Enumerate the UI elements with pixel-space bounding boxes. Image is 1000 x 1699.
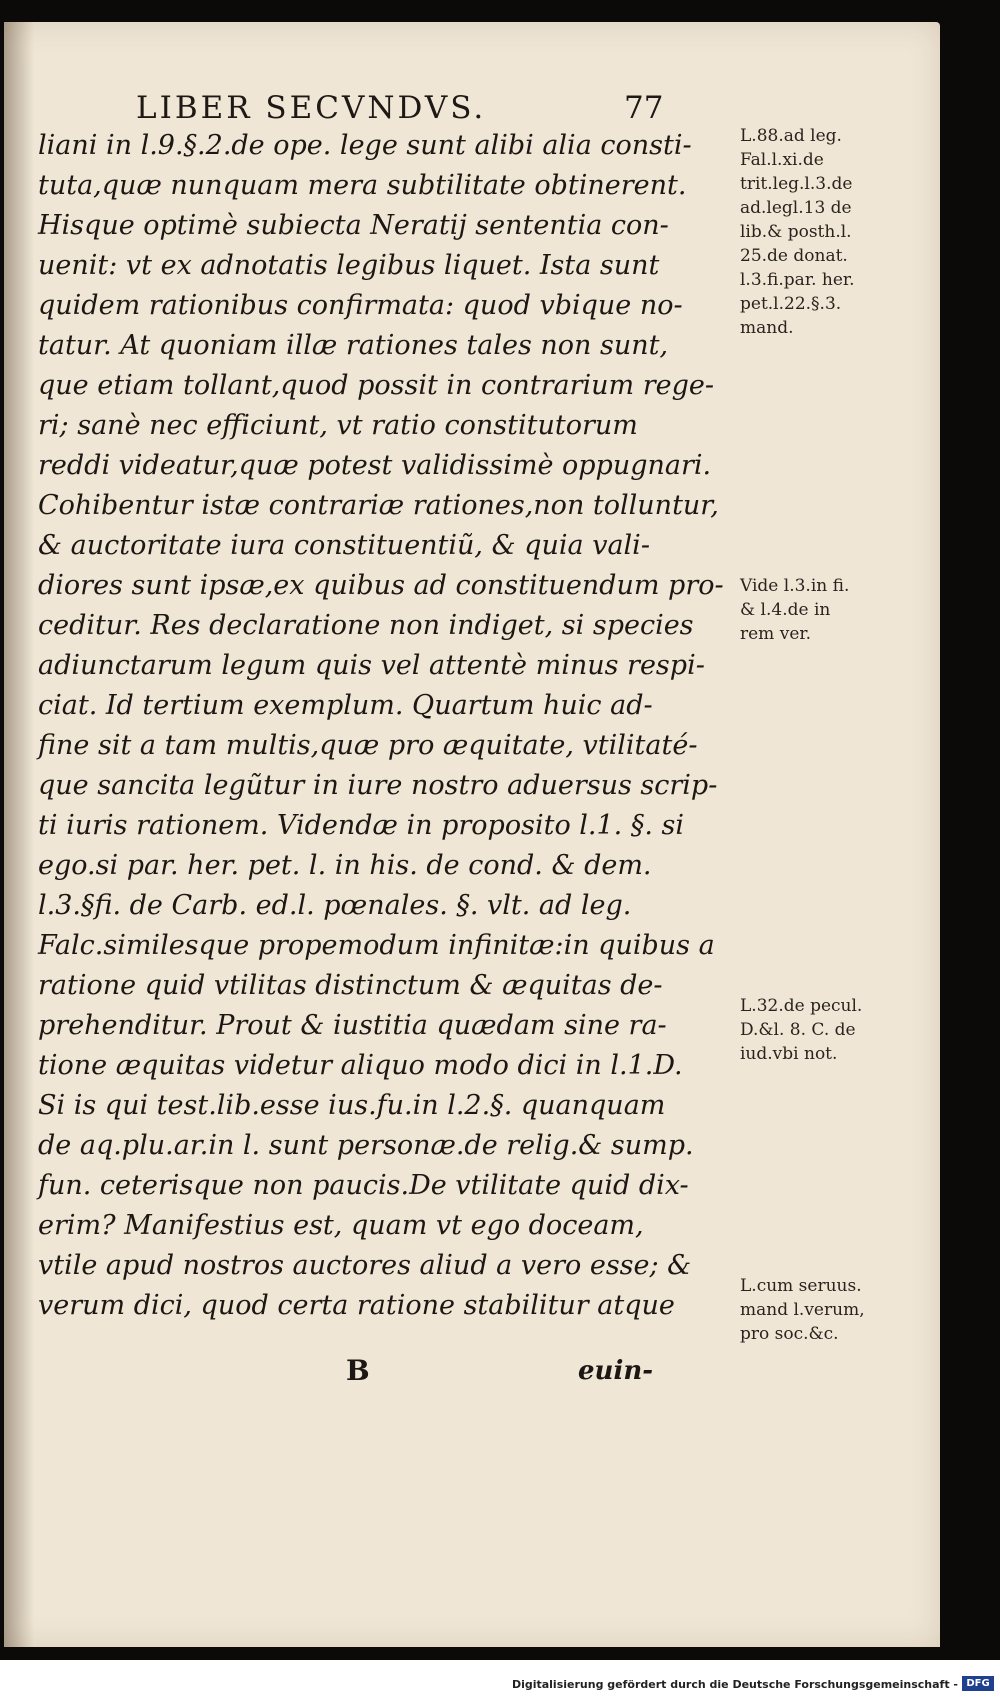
marginal-note-4 [740, 1274, 900, 1346]
text-line-30: verum dici, quod certa ratione stabilitur atque [38, 1290, 675, 1321]
text-line-12: diores sunt ipsæ,ex quibus ad constituendum pro- [38, 570, 724, 601]
marginal-note-line: & l.4.de in [740, 600, 831, 620]
marginal-note-line: pro soc.&c. [740, 1324, 839, 1344]
marginal-note-3 [740, 994, 900, 1066]
scan-border-top [0, 0, 1000, 24]
marginal-note-line: L.88.ad leg. [740, 126, 842, 146]
text-line-10: Cohibentur istæ contrariæ rationes,non tolluntur, [38, 490, 719, 521]
signature-mark: B [346, 1354, 370, 1387]
text-line-2: tuta,quæ nunquam mera subtilitate obtinerent. [38, 170, 687, 201]
digitization-credit: Digitalisierung gefördert durch die Deutsche Forschungsgemeinschaft - [511, 1678, 958, 1691]
marginal-note-line: mand l.verum, [740, 1300, 865, 1320]
text-line-17: que sancita legũtur in iure nostro aduersus scrip- [38, 770, 718, 801]
text-line-7: que etiam tollant,quod possit in contrarium rege- [38, 370, 715, 401]
text-line-13: ceditur. Res declaratione non indiget, si species [38, 610, 694, 641]
text-line-6: tatur. At quoniam illæ rationes tales non sunt, [38, 330, 669, 361]
book-page [4, 22, 940, 1647]
marginal-note-line: rem ver. [740, 624, 812, 644]
text-line-22: ratione quid vtilitas distinctum & æquitas de- [38, 970, 663, 1001]
text-line-26: de aq.plu.ar.in l. sunt personæ.de relig.& sump. [38, 1130, 694, 1161]
text-line-15: ciat. Id tertium exemplum. Quartum huic ad- [38, 690, 653, 721]
marginal-note-line: ad.legl.13 de [740, 198, 852, 218]
text-line-29: vtile apud nostros auctores aliud a vero esse; & [38, 1250, 692, 1281]
text-line-23: prehenditur. Prout & iustitia quædam sine ra- [38, 1010, 667, 1041]
text-line-14: adiunctarum legum quis vel attentè minus respi- [38, 650, 705, 681]
text-line-21: Falc.similesque propemodum infinitæ:in quibus a [38, 930, 715, 961]
marginal-note-2 [740, 574, 900, 646]
text-line-20: l.3.§fi. de Carb. ed.l. pœnales. §. vlt. ad leg. [38, 890, 632, 921]
text-line-25: Si is qui test.lib.esse ius.fu.in l.2.§. quanquam [38, 1090, 666, 1121]
text-line-18: ti iuris rationem. Videndæ in proposito l.1. §. si [38, 810, 684, 841]
text-line-19: ego.si par. her. pet. l. in his. de cond. & dem. [38, 850, 652, 881]
catchword-line [38, 1351, 693, 1391]
scan-border-right [938, 0, 1000, 1660]
text-line-28: erim? Manifestius est, quam vt ego doceam, [38, 1210, 644, 1241]
running-head: LIBER SECVNDVS. [136, 90, 487, 126]
marginal-note-line: pet.l.22.§.3. [740, 294, 842, 314]
text-line-5: quidem rationibus confirmata: quod vbique no- [38, 290, 683, 321]
marginal-note-line: trit.leg.l.3.de [740, 174, 853, 194]
text-line-8: ri; sanè nec efficiunt, vt ratio constitutorum [38, 410, 638, 441]
page-number: 77 [624, 90, 664, 126]
text-line-24: tione æquitas videtur aliquo modo dici in l.1.D. [38, 1050, 683, 1081]
marginal-note-line: mand. [740, 318, 794, 338]
text-line-4: uenit: vt ex adnotatis legibus liquet. Ista sunt [38, 250, 660, 281]
marginal-note-line: l.3.fi.par. her. [740, 270, 855, 290]
text-line-9: reddi videatur,quæ potest validissimè oppugnari. [38, 450, 712, 481]
dfg-logo: DFG [962, 1676, 994, 1691]
text-line-3: Hisque optimè subiecta Neratij sententia con- [38, 210, 669, 241]
gutter-shadow [4, 22, 34, 1647]
marginal-note-line: lib.& posth.l. [740, 222, 852, 242]
marginal-note-line: iud.vbi not. [740, 1044, 838, 1064]
text-line-11: & auctoritate iura constituentiũ, & quia vali- [38, 530, 650, 561]
marginal-note-line: L.cum seruus. [740, 1276, 862, 1296]
marginal-note-line: Vide l.3.in fi. [740, 576, 850, 596]
marginal-note-1 [740, 124, 900, 340]
marginal-note-line: L.32.de pecul. [740, 996, 863, 1016]
marginal-note-line: 25.de donat. [740, 246, 848, 266]
text-line-1: liani in l.9.§.2.de ope. lege sunt alibi alia consti- [38, 130, 692, 161]
footer-bar [0, 1660, 1000, 1699]
text-line-27: fun. ceterisque non paucis.De vtilitate quid dix- [38, 1170, 689, 1201]
scan-border-bottom [0, 1645, 1000, 1660]
catchword: euin- [578, 1356, 654, 1386]
marginal-note-line: Fal.l.xi.de [740, 150, 824, 170]
text-line-16: fine sit a tam multis,quæ pro æquitate, vtilitaté- [38, 730, 698, 761]
marginal-note-line: D.&l. 8. C. de [740, 1020, 856, 1040]
